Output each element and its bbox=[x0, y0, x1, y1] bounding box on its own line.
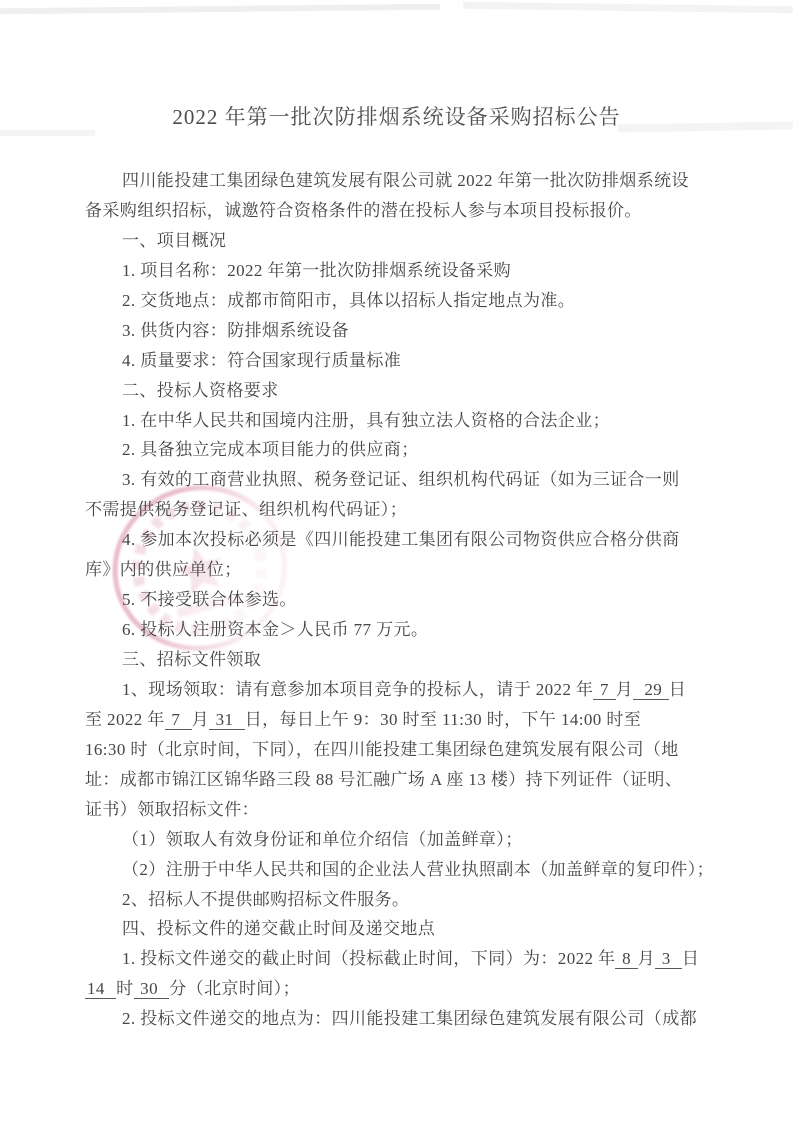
text-run: 1、现场领取：请有意参加本项目竞争的投标人，请于 2022 年 bbox=[122, 679, 594, 699]
document-line bbox=[85, 585, 745, 615]
document-line bbox=[85, 944, 745, 974]
document-line bbox=[85, 825, 745, 855]
document-line bbox=[85, 974, 745, 1004]
text-run: 日，每日上午 9：30 时至 11:30 时，下午 14:00 时至 bbox=[244, 709, 642, 729]
document-line bbox=[85, 286, 745, 316]
document-line bbox=[85, 465, 745, 495]
document-line bbox=[85, 555, 745, 585]
document-line bbox=[85, 615, 745, 645]
text-run: 6. 投标人注册资本金＞人民币 77 万元。 bbox=[122, 620, 429, 640]
text-run: 时 bbox=[116, 979, 134, 999]
document-line bbox=[85, 166, 745, 196]
fill-in-blank-value: 3 bbox=[657, 949, 680, 969]
text-run: 备采购组织招标，诚邀符合资格条件的潜在投标人参与本项目投标报价。 bbox=[85, 200, 642, 220]
fill-in-blank-value: 8 bbox=[617, 949, 636, 969]
document-line bbox=[85, 525, 745, 555]
text-run: 3. 有效的工商营业执照、税务登记证、组织机构代码证（如为三证合一则 bbox=[122, 470, 680, 490]
document-line bbox=[85, 1004, 745, 1034]
text-run: 一、项目概况 bbox=[122, 230, 227, 250]
fill-in-blank-value: 30 bbox=[135, 979, 168, 999]
text-run: 址：成都市锦江区锦华路三段 88 号汇融广场 A 座 13 楼）持下列证件（证明、 bbox=[85, 769, 683, 789]
scan-artifact bbox=[463, 2, 793, 14]
text-run: 4. 质量要求：符合国家现行质量标准 bbox=[122, 350, 402, 370]
document-line bbox=[85, 914, 745, 944]
text-run: 分（北京时间）； bbox=[169, 979, 300, 999]
text-run: 月 bbox=[615, 679, 634, 699]
text-run: 不需提供税务登记证、组织机构代码证）； bbox=[85, 500, 408, 520]
text-run: 四、投标文件的递交截止时间及递交地点 bbox=[122, 919, 436, 939]
text-run: 月 bbox=[191, 709, 209, 729]
document-title: 2022 年第一批次防排烟系统设备采购招标公告 bbox=[172, 105, 621, 129]
text-run: 2、招标人不提供邮购招标文件服务。 bbox=[122, 889, 410, 909]
document-line bbox=[85, 435, 745, 465]
document-line bbox=[85, 735, 745, 765]
document-line bbox=[85, 346, 745, 376]
text-run: 三、招标文件领取 bbox=[122, 650, 262, 669]
document-line bbox=[85, 376, 745, 406]
text-run: 2. 交货地点：成都市简阳市，具体以招标人指定地点为准。 bbox=[122, 290, 576, 310]
document-line bbox=[85, 256, 745, 286]
text-run: 证书）领取招标文件： bbox=[85, 799, 259, 819]
document-line bbox=[85, 495, 745, 525]
text-run: 日 bbox=[668, 679, 687, 699]
document-line bbox=[85, 705, 745, 735]
document-line bbox=[85, 795, 745, 825]
text-run: 3. 供货内容：防排烟系统设备 bbox=[122, 320, 349, 340]
text-run: 至 2022 年 bbox=[85, 709, 165, 729]
document-line bbox=[85, 406, 745, 436]
text-run: 5. 不接受联合体参选。 bbox=[122, 590, 297, 610]
text-run: 库》内的供应单位； bbox=[85, 560, 242, 580]
text-run: 日 bbox=[681, 949, 700, 969]
scan-artifact bbox=[0, 4, 440, 15]
text-run: 1. 投标文件递交的截止时间（投标截止时间，下同）为：2022 年 bbox=[122, 949, 616, 969]
text-run: 月 bbox=[637, 949, 656, 969]
document-line bbox=[85, 765, 745, 795]
fill-in-blank-value: 7 bbox=[166, 709, 190, 729]
document-line bbox=[85, 885, 745, 915]
document-line bbox=[85, 226, 745, 256]
text-run: （1）领取人有效身份证和单位介绍信（加盖鲜章）； bbox=[122, 829, 523, 849]
document-line bbox=[85, 196, 745, 226]
text-run: 4. 参加本次投标必须是《四川能投建工集团有限公司物资供应合格分供商 bbox=[122, 530, 680, 550]
fill-in-blank-value: 31 bbox=[210, 709, 243, 729]
text-run: 2. 具备独立完成本项目能力的供应商； bbox=[122, 440, 419, 460]
document-body bbox=[85, 166, 745, 1034]
text-run: 1. 在中华人民共和国境内注册，具有独立法人资格的合法企业； bbox=[122, 410, 610, 430]
document-line bbox=[85, 316, 745, 346]
text-run: 四川能投建工集团绿色建筑发展有限公司就 2022 年第一批次防排烟系统设 bbox=[122, 171, 689, 190]
text-run: 16:30 时（北京时间，下同），在四川能投建工集团绿色建筑发展有限公司（地 bbox=[85, 739, 679, 759]
fill-in-blank-value: 7 bbox=[595, 679, 614, 699]
text-run: 2. 投标文件递交的地点为：四川能投建工集团绿色建筑发展有限公司（成都 bbox=[122, 1009, 697, 1029]
document-line bbox=[85, 855, 745, 885]
text-run: （2）注册于中华人民共和国的企业法人营业执照副本（加盖鲜章的复印件）； bbox=[122, 859, 714, 879]
text-run: 二、投标人资格要求 bbox=[122, 380, 279, 400]
document-line bbox=[85, 645, 745, 675]
fill-in-blank-value: 29 bbox=[635, 679, 667, 699]
fill-in-blank-value: 14 bbox=[87, 979, 115, 999]
text-run: 1. 项目名称：2022 年第一批次防排烟系统设备采购 bbox=[122, 260, 512, 280]
document-line bbox=[85, 675, 745, 705]
